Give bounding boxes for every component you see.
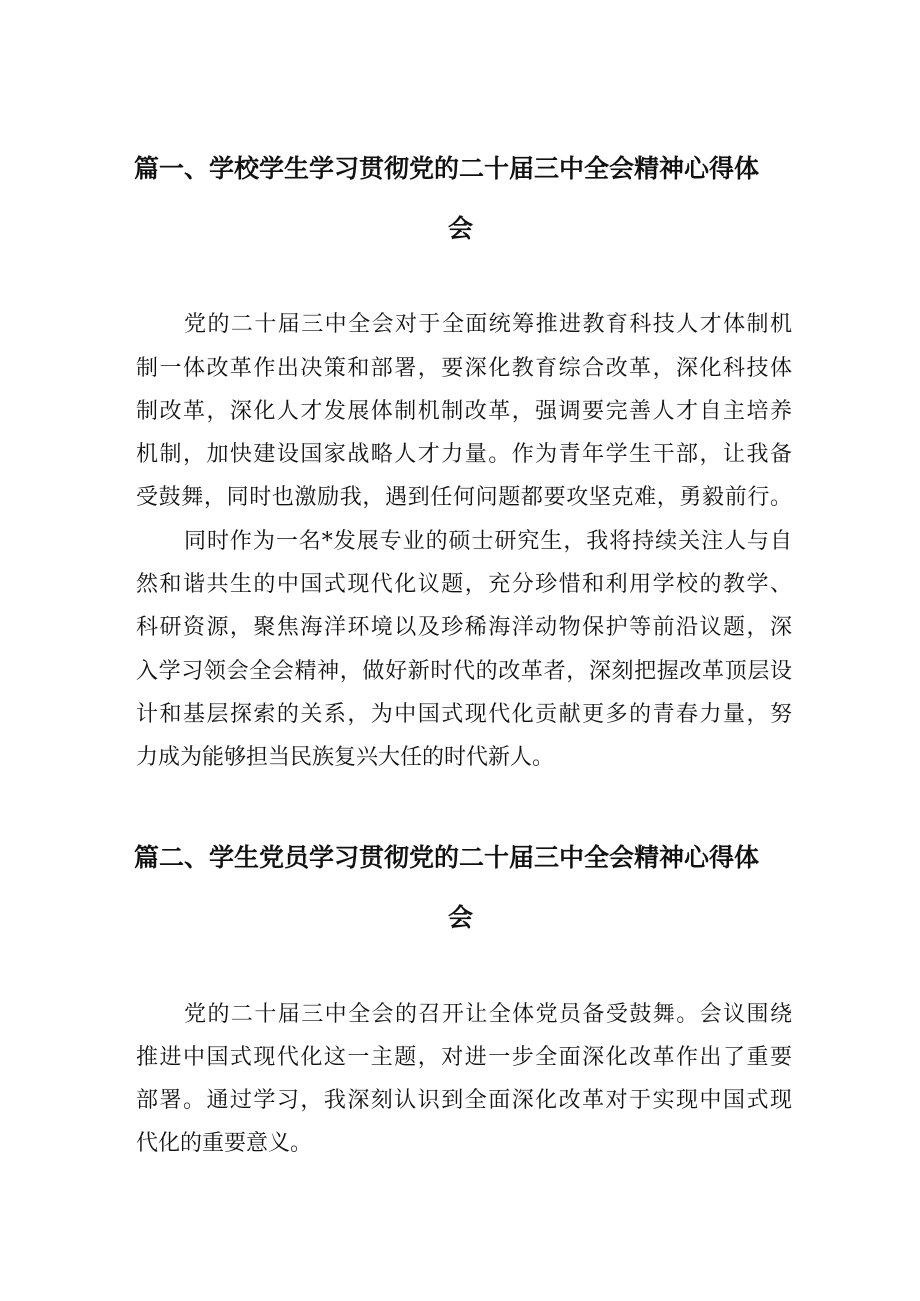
section1-p1-line: 党的二十届三中全会对于全面统筹推进教育科技人才体制机 <box>184 312 792 337</box>
section1-p2-line: 入学习领会全会精神，做好新时代的改革者，深刻把握改革顶层设 <box>136 659 792 684</box>
section2-p1-line: 党的二十届三中全会的召开让全体党员备受鼓舞。会议围绕 <box>184 1002 792 1027</box>
section1-p2-line: 同时作为一名*发展专业的硕士研究生，我将持续关注人与自 <box>184 529 792 554</box>
section2-p1-line: 推进中国式现代化这一主题，对进一步全面深化改革作出了重要 <box>136 1045 792 1070</box>
section2-p1-line: 代化的重要意义。 <box>136 1131 313 1156</box>
section1-p2-line: 力成为能够担当民族复兴大任的时代新人。 <box>136 745 555 770</box>
section1-p1-line: 受鼓舞，同时也激励我，遇到任何问题都要攻坚克难，勇毅前行。 <box>136 485 792 510</box>
section2-title-line2: 会 <box>448 903 474 932</box>
section1-p2-line: 然和谐共生的中国式现代化议题，充分珍惜和利用学校的教学、 <box>136 572 792 597</box>
section2-title-line1: 篇二、学生党员学习贯彻党的二十届三中全会精神心得体 <box>134 843 760 872</box>
section1-title-line2: 会 <box>448 214 474 243</box>
section1-p2-line: 计和基层探索的关系，为中国式现代化贡献更多的青春力量，努 <box>136 702 792 727</box>
section1-p2-line: 科研资源，聚焦海洋环境以及珍稀海洋动物保护等前沿议题，深 <box>136 615 792 640</box>
section1-title-line1: 篇一、学校学生学习贯彻党的二十届三中全会精神心得体 <box>134 154 760 183</box>
section1-p1-line: 机制，加快建设国家战略人才力量。作为青年学生干部，让我备 <box>136 442 792 467</box>
section2-p1-line: 部署。通过学习，我深刻认识到全面深化改革对于实现中国式现 <box>136 1088 792 1113</box>
section1-p1-line: 制一体改革作出决策和部署，要深化教育综合改革，深化科技体 <box>136 356 792 381</box>
section1-p1-line: 制改革，深化人才发展体制机制改革，强调要完善人才自主培养 <box>136 399 792 424</box>
